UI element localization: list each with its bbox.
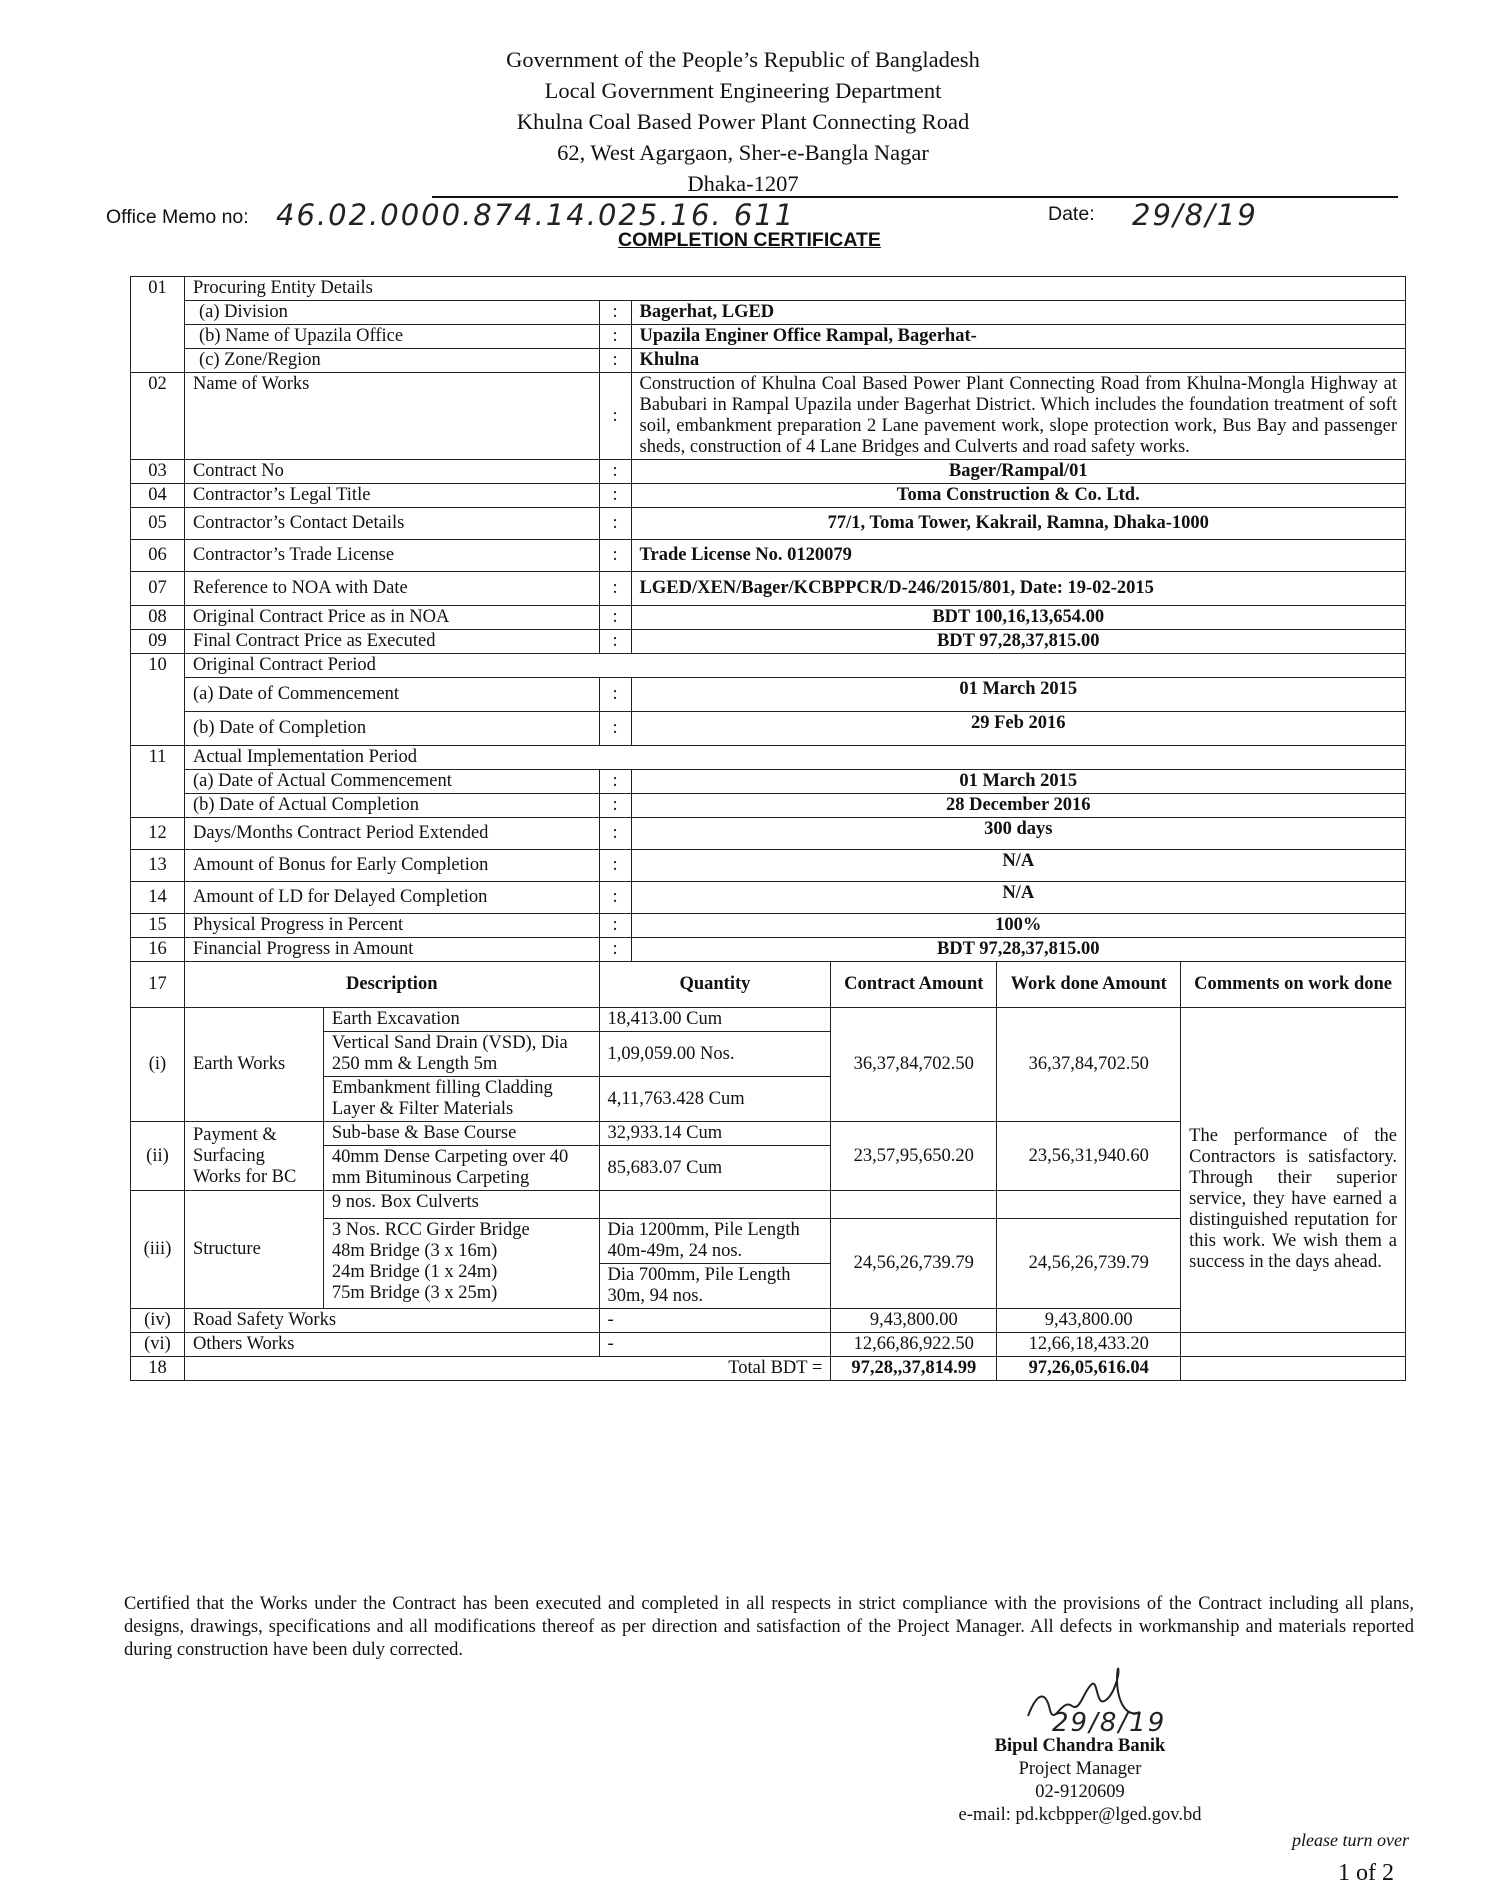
row-number: 02 xyxy=(131,373,185,460)
colon: : xyxy=(599,460,631,484)
row-label: (a) Date of Commencement xyxy=(184,678,599,712)
colon: : xyxy=(599,938,631,962)
item-quantity: - xyxy=(599,1309,831,1333)
row-label: (a) Date of Actual Commencement xyxy=(184,770,599,794)
row-label: Final Contract Price as Executed xyxy=(184,630,599,654)
table-row xyxy=(131,770,1406,794)
row-label: Actual Implementation Period xyxy=(184,746,1405,770)
row-label: (c) Zone/Region xyxy=(184,349,599,373)
colon: : xyxy=(599,301,631,325)
row-value: 28 December 2016 xyxy=(631,794,1405,818)
comments-blank xyxy=(1181,1333,1406,1357)
item-quantity: Dia 700mm, Pile Length 30m, 94 nos. xyxy=(599,1264,831,1309)
row-label: (b) Date of Actual Completion xyxy=(184,794,599,818)
table-row xyxy=(131,572,1406,606)
letterhead-address: 62, West Agargaon, Sher-e-Bangla Nagar xyxy=(557,140,929,165)
row-value: 01 March 2015 xyxy=(631,678,1405,712)
colon: : xyxy=(599,606,631,630)
row-number: 08 xyxy=(131,606,185,630)
row-label: Contractor’s Contact Details xyxy=(184,508,599,540)
row-value: Upazila Enginer Office Rampal, Bagerhat- xyxy=(631,325,1405,349)
row-value: BDT 100,16,13,654.00 xyxy=(631,606,1405,630)
row-number: 15 xyxy=(131,914,185,938)
row-number: 13 xyxy=(131,850,185,882)
row-value: 29 Feb 2016 xyxy=(631,712,1405,746)
row-number: 17 xyxy=(131,962,185,1008)
item-description: Earth Excavation xyxy=(323,1008,599,1032)
item-quantity: 4,11,763.428 Cum xyxy=(599,1077,831,1122)
letterhead xyxy=(0,44,1486,199)
row-number: 04 xyxy=(131,484,185,508)
table-row xyxy=(131,1008,1406,1032)
row-number: 16 xyxy=(131,938,185,962)
row-value: LGED/XEN/Bager/KCBPPCR/D-246/2015/801, Date: 19-02-2015 xyxy=(631,572,1405,606)
item-quantity xyxy=(599,1191,831,1219)
table-row xyxy=(131,277,1406,301)
signatory-email: e-mail: pd.kcbpper@lged.gov.bd xyxy=(958,1805,1202,1825)
works-header-row xyxy=(131,962,1406,1008)
row-label: (b) Date of Completion xyxy=(184,712,599,746)
contract-amount-blank xyxy=(831,1191,997,1219)
comments-blank xyxy=(1181,1357,1406,1381)
row-value: Bagerhat, LGED xyxy=(631,301,1405,325)
certification-text: Certified that the Works under the Contract has been executed and completed in all respects in strict compliance with the provisions of the Contract including all plans, designs, drawings, specifications and all modifications thereof as per direction and satisfaction of the Project Manager. All defects in workmanship and materials reported during construction have been duly corrected. xyxy=(124,1594,1414,1660)
colon: : xyxy=(599,882,631,914)
header-workdone-amount: Work done Amount xyxy=(997,962,1181,1008)
row-label: Amount of LD for Delayed Completion xyxy=(184,882,599,914)
row-label: Original Contract Period xyxy=(184,654,1405,678)
bridge-line: 75m Bridge (3 x 25m) xyxy=(331,1283,498,1303)
item-number: (i) xyxy=(131,1008,185,1122)
memo-label: Office Memo no: xyxy=(106,206,249,228)
header-contract-amount: Contract Amount xyxy=(831,962,997,1008)
item-quantity: - xyxy=(599,1333,831,1357)
colon: : xyxy=(599,818,631,850)
document-title: COMPLETION CERTIFICATE xyxy=(618,229,881,251)
header-comments: Comments on work done xyxy=(1181,962,1406,1008)
turn-over-note: please turn over xyxy=(1292,1830,1409,1850)
table-row xyxy=(131,882,1406,914)
item-number: (vi) xyxy=(131,1333,185,1357)
item-group: Payment & Surfacing Works for BC xyxy=(184,1122,323,1191)
total-row xyxy=(131,1357,1406,1381)
item-quantity: 18,413.00 Cum xyxy=(599,1008,831,1032)
comments-cell: The performance of the Contractors is satisfactory. Through their superior service, they have earned a distinguished reputation for this work. We wish them a success in the days ahead. xyxy=(1181,1008,1406,1333)
header-quantity: Quantity xyxy=(599,962,831,1008)
row-number: 11 xyxy=(131,746,185,818)
bridge-line: 24m Bridge (1 x 24m) xyxy=(331,1262,498,1282)
item-description: Others Works xyxy=(184,1333,599,1357)
signatory-block xyxy=(900,1735,1260,1827)
table-row xyxy=(131,850,1406,882)
row-label: Reference to NOA with Date xyxy=(184,572,599,606)
row-label: Contractor’s Trade License xyxy=(184,540,599,572)
row-label: Contract No xyxy=(184,460,599,484)
row-label: Financial Progress in Amount xyxy=(184,938,599,962)
item-description: 40mm Dense Carpeting over 40 mm Bituminous Carpeting xyxy=(323,1146,599,1191)
row-value: Toma Construction & Co. Ltd. xyxy=(631,484,1405,508)
table-row xyxy=(131,914,1406,938)
letterhead-government: Government of the People’s Republic of Bangladesh xyxy=(506,47,980,72)
item-quantity: 1,09,059.00 Nos. xyxy=(599,1032,831,1077)
row-number: 14 xyxy=(131,882,185,914)
colon: : xyxy=(599,794,631,818)
row-label: Physical Progress in Percent xyxy=(184,914,599,938)
colon: : xyxy=(599,712,631,746)
item-quantity: 85,683.07 Cum xyxy=(599,1146,831,1191)
row-value: 300 days xyxy=(631,818,1405,850)
signature-date: 29/8/19 xyxy=(1052,1708,1167,1738)
table-row xyxy=(131,460,1406,484)
bridge-line: 48m Bridge (3 x 16m) xyxy=(331,1241,498,1261)
row-number: 03 xyxy=(131,460,185,484)
item-description: Road Safety Works xyxy=(184,1309,599,1333)
row-value: 01 March 2015 xyxy=(631,770,1405,794)
row-value: N/A xyxy=(631,882,1405,914)
row-number: 12 xyxy=(131,818,185,850)
contract-amount: 9,43,800.00 xyxy=(831,1309,997,1333)
workdone-amount: 23,56,31,940.60 xyxy=(997,1122,1181,1191)
row-value: N/A xyxy=(631,850,1405,882)
colon: : xyxy=(599,325,631,349)
signatory-phone: 02-9120609 xyxy=(1035,1782,1125,1802)
colon: : xyxy=(599,914,631,938)
header-description: Description xyxy=(184,962,599,1008)
row-label: Amount of Bonus for Early Completion xyxy=(184,850,599,882)
letterhead-city: Dhaka-1207 xyxy=(687,171,799,196)
row-value: 100% xyxy=(631,914,1405,938)
colon: : xyxy=(599,484,631,508)
item-number: (ii) xyxy=(131,1122,185,1191)
table-row xyxy=(131,1333,1406,1357)
row-label: (a) Division xyxy=(184,301,599,325)
total-workdone-amount: 97,26,05,616.04 xyxy=(997,1357,1181,1381)
item-quantity: Dia 1200mm, Pile Length 40m-49m, 24 nos. xyxy=(599,1219,831,1264)
certificate-table xyxy=(130,276,1406,1381)
memo-number: 46.02.0000.874.14.025.16. 611 xyxy=(276,198,796,232)
table-row xyxy=(131,712,1406,746)
contract-amount: 23,57,95,650.20 xyxy=(831,1122,997,1191)
table-row xyxy=(131,540,1406,572)
row-label: Contractor’s Legal Title xyxy=(184,484,599,508)
table-row xyxy=(131,606,1406,630)
row-number: 05 xyxy=(131,508,185,540)
table-row xyxy=(131,818,1406,850)
bridge-line: 3 Nos. RCC Girder Bridge xyxy=(331,1220,530,1240)
workdone-amount: 12,66,18,433.20 xyxy=(997,1333,1181,1357)
row-number: 10 xyxy=(131,654,185,746)
item-number: (iv) xyxy=(131,1309,185,1333)
colon: : xyxy=(599,678,631,712)
row-value: Khulna xyxy=(631,349,1405,373)
item-number: (iii) xyxy=(131,1191,185,1309)
item-group: Earth Works xyxy=(184,1008,323,1122)
contract-amount: 12,66,86,922.50 xyxy=(831,1333,997,1357)
signatory-designation: Project Manager xyxy=(1018,1759,1142,1779)
row-label: Days/Months Contract Period Extended xyxy=(184,818,599,850)
row-number: 09 xyxy=(131,630,185,654)
row-label: Procuring Entity Details xyxy=(184,277,1405,301)
row-number: 06 xyxy=(131,540,185,572)
colon: : xyxy=(599,630,631,654)
table-row xyxy=(131,678,1406,712)
table-row xyxy=(131,938,1406,962)
contract-amount: 24,56,26,739.79 xyxy=(831,1219,997,1309)
row-value: BDT 97,28,37,815.00 xyxy=(631,630,1405,654)
total-label: Total BDT = xyxy=(184,1357,830,1381)
row-value: BDT 97,28,37,815.00 xyxy=(631,938,1405,962)
letterhead-department: Local Government Engineering Department xyxy=(544,78,942,103)
table-row xyxy=(131,373,1406,460)
table-row xyxy=(131,301,1406,325)
item-quantity: 32,933.14 Cum xyxy=(599,1122,831,1146)
row-value: Bager/Rampal/01 xyxy=(631,460,1405,484)
row-number: 07 xyxy=(131,572,185,606)
letterhead-project: Khulna Coal Based Power Plant Connecting Road xyxy=(516,109,970,134)
row-value: Trade License No. 0120079 xyxy=(631,540,1405,572)
item-group: Structure xyxy=(184,1191,323,1309)
table-row xyxy=(131,508,1406,540)
row-label: (b) Name of Upazila Office xyxy=(184,325,599,349)
workdone-amount: 36,37,84,702.50 xyxy=(997,1008,1181,1122)
row-number: 01 xyxy=(131,277,185,373)
colon: : xyxy=(599,770,631,794)
row-value: 77/1, Toma Tower, Kakrail, Ramna, Dhaka-1000 xyxy=(631,508,1405,540)
colon: : xyxy=(599,349,631,373)
signatory-name: Bipul Chandra Banik xyxy=(994,1736,1166,1756)
colon: : xyxy=(599,572,631,606)
table-row xyxy=(131,654,1406,678)
colon: : xyxy=(599,540,631,572)
table-row xyxy=(131,746,1406,770)
item-description: Vertical Sand Drain (VSD), Dia 250 mm & Length 5m xyxy=(323,1032,599,1077)
colon: : xyxy=(599,508,631,540)
workdone-amount: 9,43,800.00 xyxy=(997,1309,1181,1333)
colon: : xyxy=(599,850,631,882)
total-contract-amount: 97,28,,37,814.99 xyxy=(831,1357,997,1381)
contract-amount: 36,37,84,702.50 xyxy=(831,1008,997,1122)
row-number: 18 xyxy=(131,1357,185,1381)
item-description: Embankment filling Cladding Layer & Filter Materials xyxy=(323,1077,599,1122)
row-value: Construction of Khulna Coal Based Power Plant Connecting Road from Khulna-Mongla Highway at Babubari in Rampal Upazila under Bagerhat District. Which includes the foundation treatment of soft soil, embankment preparation 2 Lane pavement work, slope protection work, Bus Bay and passenger sheds, construction of 4 Lane Bridges and Culverts and road safety works. xyxy=(631,373,1405,460)
row-label: Original Contract Price as in NOA xyxy=(184,606,599,630)
table-row xyxy=(131,325,1406,349)
item-description xyxy=(323,1219,599,1309)
item-description: Sub-base & Base Course xyxy=(323,1122,599,1146)
table-row xyxy=(131,630,1406,654)
workdone-amount-blank xyxy=(997,1191,1181,1219)
item-description: 9 nos. Box Culverts xyxy=(323,1191,599,1219)
workdone-amount: 24,56,26,739.79 xyxy=(997,1219,1181,1309)
table-row xyxy=(131,794,1406,818)
colon: : xyxy=(599,373,631,460)
table-row xyxy=(131,349,1406,373)
date-label: Date: xyxy=(1048,203,1095,225)
table-row xyxy=(131,484,1406,508)
memo-date: 29/8/19 xyxy=(1132,198,1258,232)
row-label: Name of Works xyxy=(184,373,599,460)
page-number: 1 of 2 xyxy=(1338,1860,1394,1886)
